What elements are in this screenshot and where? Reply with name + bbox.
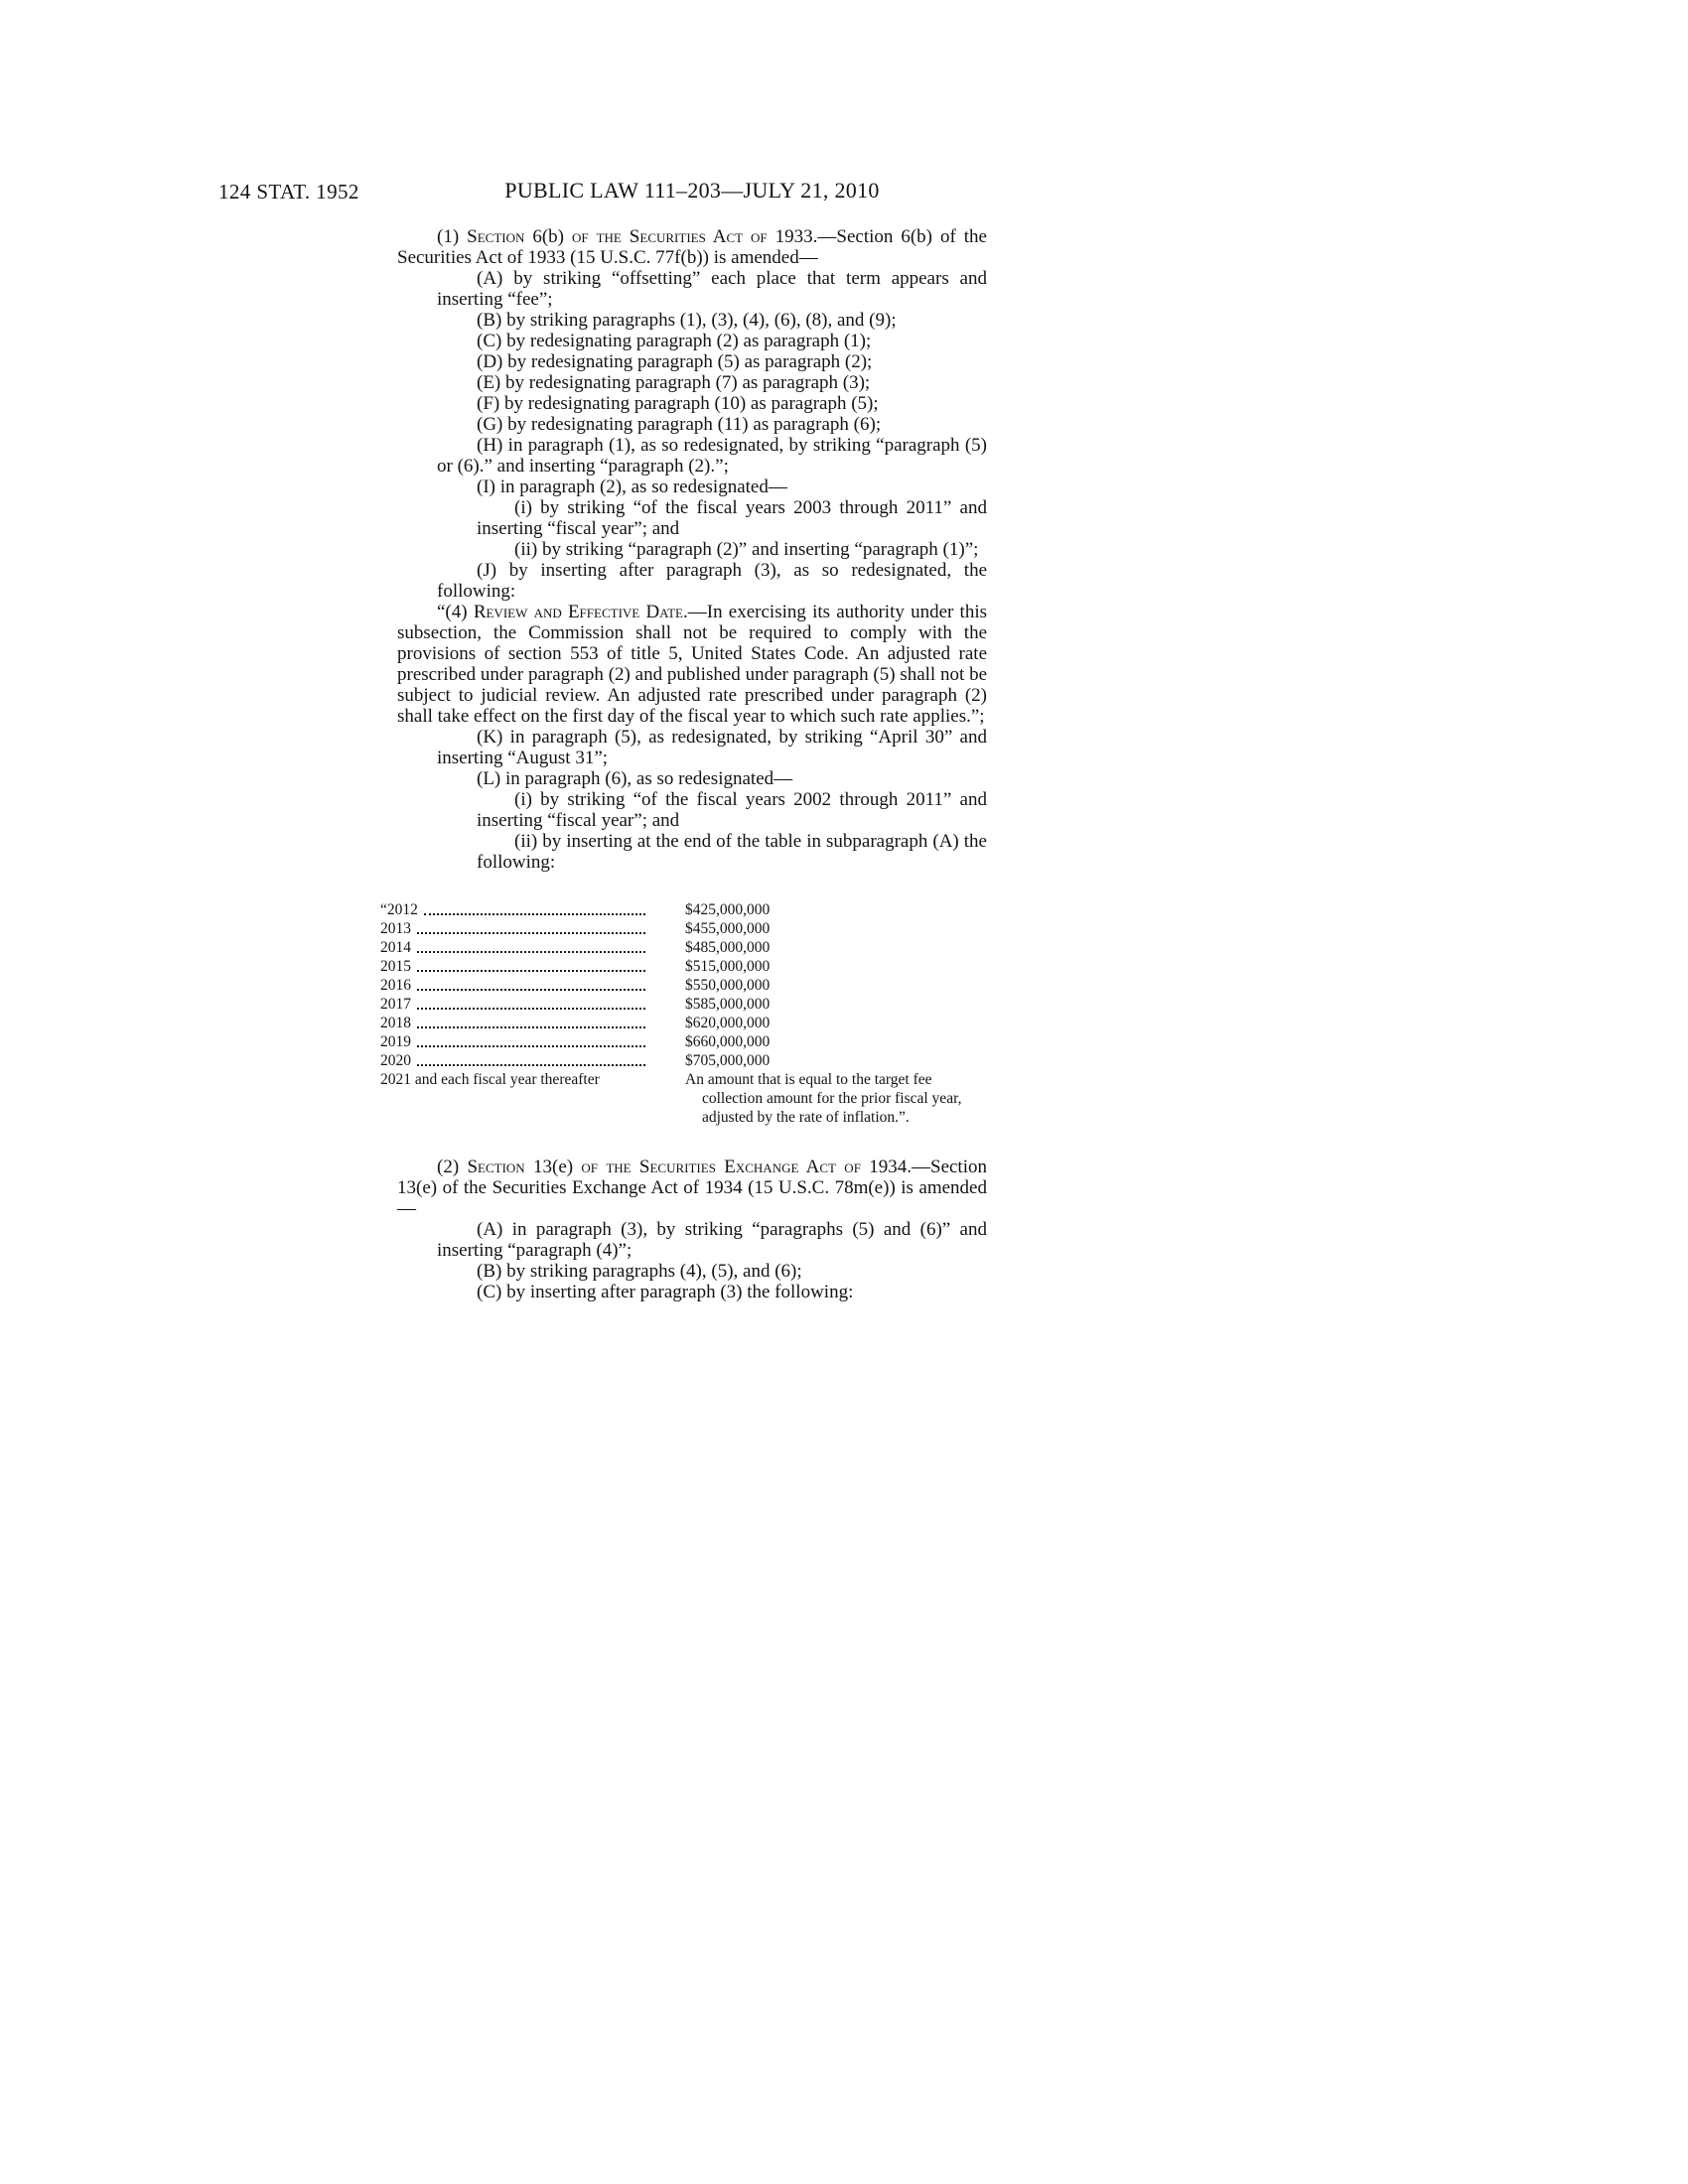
table-row (380, 900, 983, 919)
table-row (380, 995, 983, 1014)
year-cell-wrap (380, 957, 685, 976)
smallcaps-heading: ) of the Securities Exchange Act of 1934.— (566, 1157, 930, 1177)
table-row (380, 976, 983, 995)
paragraph-j: (J) by inserting after paragraph (3), as so redesignated, the following: (437, 560, 987, 602)
year-cell: “2012 (380, 901, 418, 918)
dot-leader (417, 951, 645, 953)
dot-leader (606, 1122, 645, 1123)
paragraph-b: (B) by striking paragraphs (1), (3), (4), (6), (8), and (9); (477, 310, 897, 331)
amount-cell: $425,000,000 (685, 901, 771, 918)
paragraph-text: Section 13(e) of the Securities Exchange Act of 1934 (15 U.S.C. 78m(e)) is amended— (397, 1157, 987, 1219)
dot-leader (417, 1045, 645, 1047)
enum-label: (2) (437, 1157, 468, 1177)
table-row (380, 1014, 983, 1032)
table-row (380, 1070, 983, 1127)
heading-lowercase: b (548, 226, 558, 247)
law-header-title: PUBLIC LAW 111–203—JULY 21, 2010 (504, 178, 880, 203)
paragraph-h: (H) in paragraph (1), as so redesignated, by striking “paragraph (5) or (6).” and inserting “paragraph (2).”; (437, 435, 987, 477)
amount-cell: $705,000,000 (685, 1052, 771, 1069)
stat-page-number: 124 STAT. 1952 (218, 180, 359, 204)
year-cell: 2020 (380, 1052, 411, 1069)
paragraph-2b: (B) by striking paragraphs (4), (5), and (6); (477, 1261, 802, 1282)
paragraph-l-ii: (ii) by inserting at the end of the table in subparagraph (A) the following: (477, 831, 987, 873)
table-row (380, 1051, 983, 1070)
smallcaps-heading: Section 6( (467, 226, 549, 247)
enum-label: “(4) (437, 602, 474, 622)
dot-leader (424, 913, 645, 915)
enum-label: (1) (437, 226, 468, 247)
year-cell: 2016 (380, 977, 411, 994)
paragraph-2a: (A) in paragraph (3), by striking “paragraphs (5) and (6)” and inserting “paragraph (4)”; (437, 1219, 987, 1261)
paragraph-l-i: (i) by striking “of the fiscal years 2002 through 2011” and inserting “fiscal year”; and (477, 789, 987, 831)
paragraph-i-intro: (I) in paragraph (2), as so redesignated— (477, 477, 787, 497)
smallcaps-heading: Review and Effective Date.— (473, 602, 707, 622)
year-cell-wrap (380, 1070, 685, 1127)
paragraph-2c: (C) by inserting after paragraph (3) the following: (477, 1282, 854, 1302)
dot-leader (417, 989, 645, 991)
year-cell: 2019 (380, 1033, 411, 1050)
year-cell: 2018 (380, 1015, 411, 1031)
fee-collection-table (380, 900, 983, 1127)
year-cell: 2013 (380, 920, 411, 937)
amount-cell: $485,000,000 (685, 939, 771, 956)
year-cell-wrap (380, 995, 685, 1014)
year-cell: 2021 and each fiscal year thereafter (380, 1071, 600, 1088)
paragraph-l-intro: (L) in paragraph (6), as so redesignated— (477, 768, 793, 789)
table-row (380, 919, 983, 938)
dot-leader (417, 1026, 645, 1028)
amount-cell: $620,000,000 (685, 1015, 771, 1031)
paragraph-sec2 (397, 1157, 987, 1219)
year-cell-wrap (380, 1051, 685, 1070)
smallcaps-heading: ) of the Securities Act of 1933.— (557, 226, 837, 247)
year-cell-wrap (380, 938, 685, 957)
table-row (380, 1032, 983, 1051)
year-cell-wrap (380, 1014, 685, 1032)
amount-cell: $515,000,000 (685, 958, 771, 975)
smallcaps-heading: Section 13( (467, 1157, 559, 1177)
table-row (380, 938, 983, 957)
paragraph-g: (G) by redesignating paragraph (11) as paragraph (6); (477, 414, 882, 435)
paragraph-i-i: (i) by striking “of the fiscal years 2003 through 2011” and inserting “fiscal year”; and (477, 497, 987, 539)
document-body (380, 226, 987, 1302)
paragraph-sec1 (397, 226, 987, 268)
dot-leader (417, 932, 645, 934)
dot-leader (417, 1064, 645, 1066)
year-cell-wrap (380, 919, 685, 938)
paragraph-c: (C) by redesignating paragraph (2) as paragraph (1); (477, 331, 872, 351)
year-cell-wrap (380, 976, 685, 995)
paragraph-text: Section 6(b) of the Securities Act of 1933 (15 U.S.C. 77f(b)) is amended— (397, 226, 987, 268)
amount-cell: $660,000,000 (685, 1033, 771, 1050)
year-cell: 2015 (380, 958, 411, 975)
paragraph-text: In exercising its authority under this subsection, the Commission shall not be required to comply with the provisions of section 553 of title 5, United States Code. An adjusted rate prescribed under paragraph (2) and published under paragraph (5) shall not be subject to judicial review. An adjusted rate prescribed under paragraph (2) shall take effect on the first day of the fiscal year to which such rate applies.”; (397, 602, 987, 727)
paragraph-i-ii: (ii) by striking “paragraph (2)” and inserting “paragraph (1)”; (514, 539, 979, 560)
dot-leader (417, 1008, 645, 1010)
paragraph-q4 (397, 602, 987, 727)
table-row (380, 957, 983, 976)
dot-leader (417, 970, 645, 972)
amount-cell: $550,000,000 (685, 977, 771, 994)
paragraph-e: (E) by redesignating paragraph (7) as paragraph (3); (477, 372, 871, 393)
paragraph-d: (D) by redesignating paragraph (5) as paragraph (2); (477, 351, 873, 372)
year-cell-wrap (380, 1032, 685, 1051)
amount-cell: $455,000,000 (685, 920, 771, 937)
year-cell: 2014 (380, 939, 411, 956)
year-cell: 2017 (380, 996, 411, 1013)
amount-cell: $585,000,000 (685, 996, 771, 1013)
paragraph-k: (K) in paragraph (5), as redesignated, by striking “April 30” and inserting “August 31”; (437, 727, 987, 768)
paragraph-f: (F) by redesignating paragraph (10) as paragraph (5); (477, 393, 879, 414)
amount-cell: An amount that is equal to the target fee collection amount for the prior fiscal year, adjusted by the rate of inflation.”. (685, 1071, 962, 1126)
year-cell-wrap (380, 900, 685, 919)
paragraph-a: (A) by striking “offsetting” each place that term appears and inserting “fee”; (437, 268, 987, 310)
heading-lowercase: e (558, 1157, 567, 1177)
